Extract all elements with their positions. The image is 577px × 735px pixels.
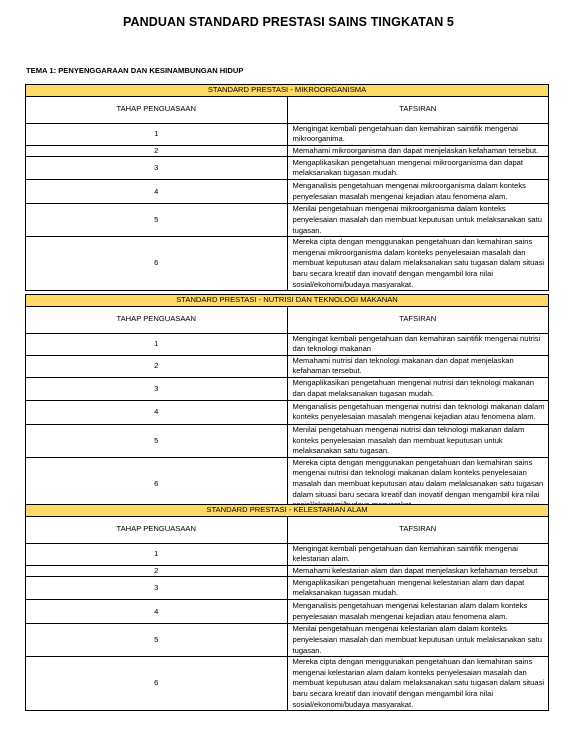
interpretation-cell: Mengingat kembali pengetahuan dan kemahiran saintifik mengenai kelestarian alam. (287, 543, 549, 565)
table-row (26, 355, 549, 377)
table-row (26, 204, 549, 237)
table-row (26, 600, 549, 624)
table-row (26, 333, 549, 355)
table-row (26, 157, 549, 180)
level-cell: 1 (26, 543, 288, 565)
level-cell: 6 (26, 237, 288, 291)
interpretation-cell: Menganalisis pengetahuan mengenai mikroorganisma dalam konteks penyelesaian masalah mengenai kejadian atau fenomena alam. (287, 180, 549, 204)
column-header-interpretation: TAFSIRAN (287, 516, 549, 543)
column-header-level: TAHAP PENGUASAAN (26, 96, 288, 123)
table-row (26, 123, 549, 145)
level-cell: 6 (26, 657, 288, 711)
interpretation-cell: Menilai pengetahuan mengenai nutrisi dan teknologi makanan dalam konteks penyelesaian masalah dan membuat keputusan untuk melaksanakan satu tugasan. (287, 424, 549, 457)
column-header-interpretation: TAFSIRAN (287, 96, 549, 123)
interpretation-cell: Menganalisis pengetahuan mengenai kelestarian alam dalam konteks penyelesaian masalah mengenai kejadian atau fenomena alam. (287, 600, 549, 624)
interpretation-cell: Memahami kelestarian alam dan dapat menjelaskan kefahaman tersebut (287, 565, 549, 577)
level-cell: 1 (26, 123, 288, 145)
column-header-interpretation: TAFSIRAN (287, 306, 549, 333)
interpretation-cell: Mengaplikasikan pengetahuan mengenai mikroorganisma dan dapat melaksanakan tugasan mudah. (287, 157, 549, 180)
table-row (26, 624, 549, 657)
interpretation-cell: Menilai pengetahuan mengenai kelestarian alam dalam konteks penyelesaian masalah dan membuat keputusan untuk melaksanakan satu tugasan. (287, 624, 549, 657)
level-cell: 1 (26, 333, 288, 355)
standard-table-nutrisi (25, 294, 549, 512)
interpretation-cell: Mengingat kembali pengetahuan dan kemahiran saintifik mengenai nutrisi dan teknologi makanan (287, 333, 549, 355)
table-row (26, 424, 549, 457)
table-row (26, 577, 549, 600)
page-title: PANDUAN STANDARD PRESTASI SAINS TINGKATAN 5 (123, 15, 454, 29)
level-cell: 4 (26, 600, 288, 624)
level-cell: 2 (26, 145, 288, 157)
table-row (26, 543, 549, 565)
level-cell: 3 (26, 157, 288, 180)
standard-table-kelestarian (25, 504, 549, 711)
table-heading: STANDARD PRESTASI - NUTRISI DAN TEKNOLOGI MAKANAN (26, 295, 549, 307)
interpretation-cell: Mereka cipta dengan menggunakan pengetahuan dan kemahiran sains mengenai mikroorganisma dalam konteks penyelesaian masalah dan membuat keputusan atau dalam melaksanakan satu tugasan dalam situasi baru secara kreatif dan inovatif dengan mengambil kira nilai sosial/ekonomi/budaya masyarakat. (287, 237, 549, 291)
table-heading: STANDARD PRESTASI - KELESTARIAN ALAM (26, 505, 549, 517)
table-row (26, 377, 549, 400)
table-row (26, 145, 549, 157)
interpretation-cell: Mereka cipta dengan menggunakan pengetahuan dan kemahiran sains mengenai kelestarian alam dalam konteks penyelesaian masalah dan membuat keputusan atau dalam melaksanakan satu tugasan dalam situasi baru secara kreatif dan inovatif dengan mengambil kira nilai sosial/ekonomi/budaya masyarakat. (287, 657, 549, 711)
interpretation-cell: Mereka cipta dengan menggunakan pengetahuan dan kemahiran sains mengenai nutrisi dan teknologi makanan dalam konteks penyelesaian masalah dan membuat keputusan atau dalam melaksanakan satu tugasan dalam situasi baru secara kreatif dan inovatif dengan mengambil kira nilai (287, 457, 549, 511)
level-cell: 6 (26, 457, 288, 511)
level-cell: 5 (26, 424, 288, 457)
level-cell: 3 (26, 577, 288, 600)
level-cell: 3 (26, 377, 288, 400)
table-heading: STANDARD PRESTASI - MIKROORGANISMA (26, 85, 549, 97)
column-header-level: TAHAP PENGUASAAN (26, 516, 288, 543)
level-cell: 4 (26, 180, 288, 204)
level-cell: 2 (26, 355, 288, 377)
table-row (26, 657, 549, 711)
interpretation-cell: Memahami nutrisi dan teknologi makanan dan dapat menjelaskan kefahaman tersebut. (287, 355, 549, 377)
theme-heading: TEMA 1: PENYENGGARAAN DAN KESINAMBUNGAN HIDUP (26, 66, 244, 75)
level-cell: 5 (26, 204, 288, 237)
table-row (26, 180, 549, 204)
interpretation-cell: Mengaplikasikan pengetahuan mengenai nutrisi dan teknologi makanan dan dapat melaksanakan tugasan mudah. (287, 377, 549, 400)
level-cell: 4 (26, 400, 288, 424)
column-header-level: TAHAP PENGUASAAN (26, 306, 288, 333)
table-row (26, 237, 549, 291)
interpretation-cell: Menilai pengetahuan mengenai mikroorganisma dalam konteks penyelesaian masalah dan membuat keputusan untuk melaksanakan satu tugasan. (287, 204, 549, 237)
table-row (26, 565, 549, 577)
interpretation-cell: Mengaplikasikan pengetahuan mengenai kelestarian alam dan dapat melaksanakan tugasan mudah. (287, 577, 549, 600)
interpretation-cell: Menganalisis pengetahuan mengenai nutrisi dan teknologi makanan dalam konteks penyelesaian masalah mengenai kejadian atau fenomena alam. (287, 400, 549, 424)
level-cell: 5 (26, 624, 288, 657)
level-cell: 2 (26, 565, 288, 577)
table-row (26, 400, 549, 424)
interpretation-cell: Memahami mikroorganisma dan dapat menjelaskan kefahaman tersebut. (287, 145, 549, 157)
interpretation-cell: Mengingat kembali pengetahuan dan kemahiran saintifik mengenai mikroorganima. (287, 123, 549, 145)
standard-table-mikroorganisma (25, 84, 549, 291)
